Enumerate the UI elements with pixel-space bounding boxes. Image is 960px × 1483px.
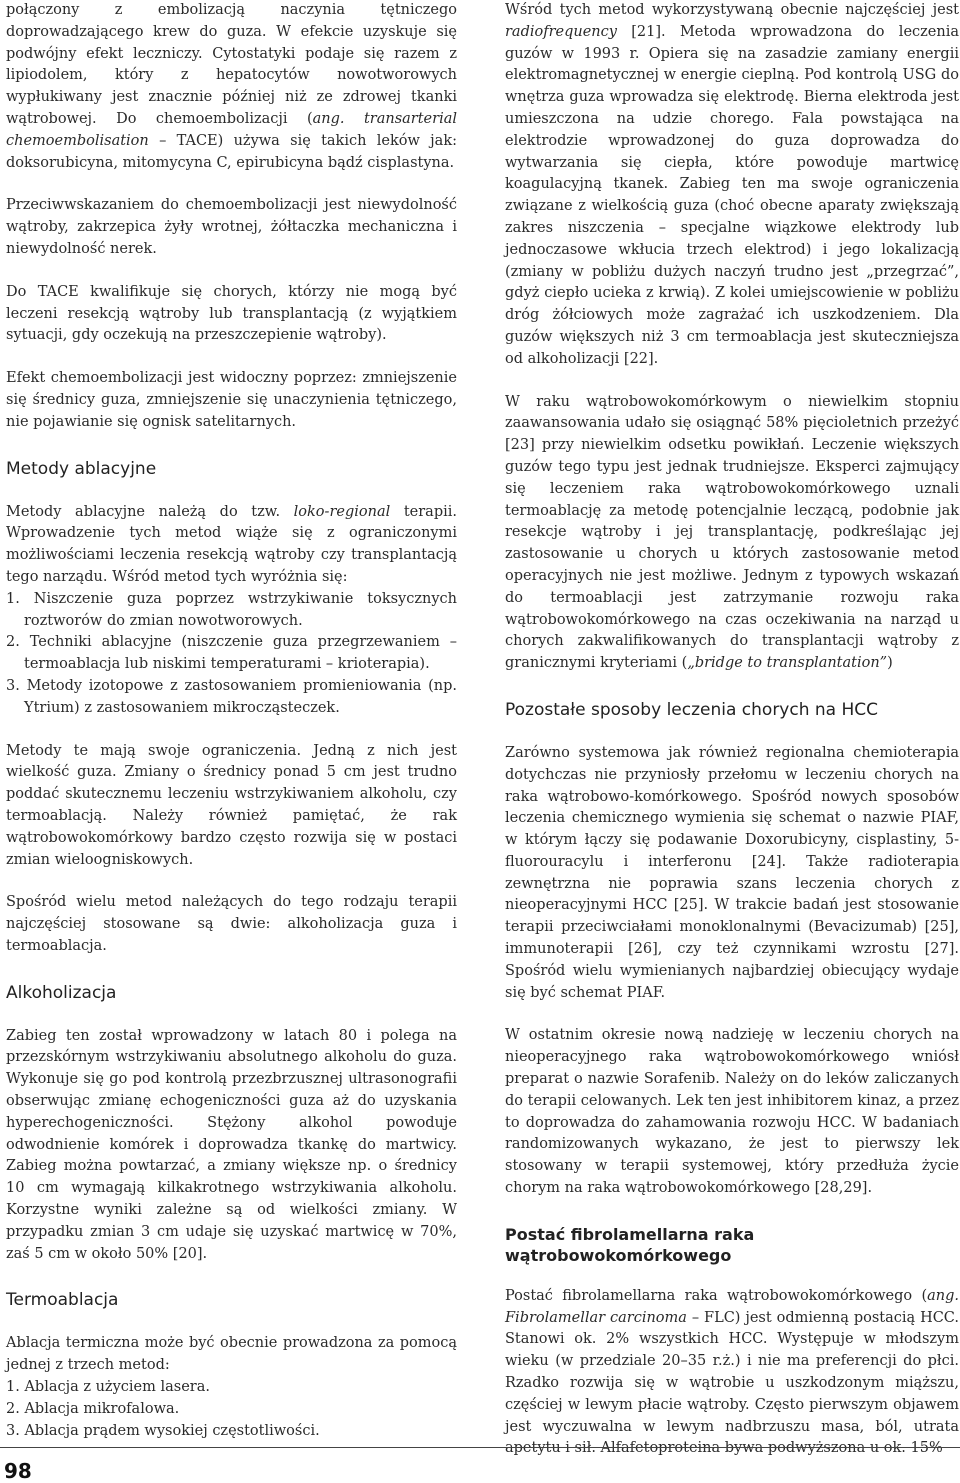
text: [21]. Metoda wprowadzona do leczenia guzów w 1993 r. Opiera się na zasadzie zamiany energii elektromagnetycznej w energie cieplną. Pod kontrolą USG do wnętrza guza wprowadza się elektrodę. Bierna elektroda jest umieszczona na udzie chorego. Fala powstająca na elektrodzie wprowadzonej do guza doprowadza do wytwarzania się ciepła, które powoduje martwicę koagulacyjną tkanek. Zabieg ten ma swoje ograniczenia związane z wielkością guza (choć obecne aparaty zwiększają zakres niszczenia – specjalne wiązkowe elektrody lub jednoczasowe wkłucia trzech elektrod) i jego lokalizacją (zmiany w pobliżu dużych naczyń trudno jest „przegrzać”, gdyż ciepło ucieka z krwią). Z kolei umiejscowienie w pobliżu dróg żółciowych może zagrażać ich uszkodzeniem. Dla guzów większych niż 3 cm termoablacja jest skuteczniejsza od alkoholizacji [22]. — [505, 23, 959, 367]
paragraph-sorafenib: W ostatnim okresie nową nadzieję w leczeniu chorych na nieoperacyjnego raka wątrobowokomórkowego wniósł preparat o nazwie Sorafenib. Należy on do leków zaliczanych do terapii celowanych. Lek ten jest inhibitorem kinaz, a przez to doprowadza do zahamowania rozwoju HCC. W badaniach randomizowanych wykazano, że jest to pierwszy lek stosowany w terapii systemowej, który przedłuża życie chorym na raka wątrobowokomórkowego [28,29]. — [505, 1027, 959, 1197]
paragraph-contraindications: Przeciwwskazaniem do chemoembolizacji jest niewydolność wątroby, zakrzepica żyły wrotnej, żółtaczka mechaniczna i niewydolność nerek. — [6, 197, 457, 257]
heading-ablation-methods: Metody ablacyjne — [6, 458, 157, 479]
list-item: 3. Metody izotopowe z zastosowaniem promieniowania (np. Ytrium) z zastosowaniem mikrocząsteczek. — [6, 677, 457, 716]
paragraph-fibrolamellar — [505, 1286, 959, 1460]
paragraph-tace — [6, 0, 457, 174]
term-bridge: „bridge to transplantation” — [687, 655, 888, 672]
text: Metody ablacyjne należą do tzw. — [6, 503, 294, 520]
text: połączony z embolizacją naczynia tętniczego doprowadzającego krew do guza. W efekcie uzyskuje się podwójny efekt leczniczy. Cytostatyki podaje się razem z lipiodolem, który z hepatocytów nowotworowych wypłukiwany jest znacznie później niż ze zdrowej tkanki wątrobowej. Do chemoembolizacji ( — [6, 2, 457, 127]
text: terapii. Wprowadzenie tych metod wiąże się z ograniczonymi możliwościami leczenia resekcją wątroby czy transplantacją tego narządu. Wśród metod tych wyróżnia się: — [6, 503, 457, 585]
list-item: 2. Ablacja mikrofalowa. — [6, 1400, 180, 1417]
term-radiofrequency: radiofrequency — [505, 23, 617, 40]
right-column — [505, 0, 959, 1460]
text: Wśród tych metod wykorzystywaną obecnie najczęściej jest — [505, 2, 959, 18]
paragraph-qualification: Do TACE kwalifikuje się chorych, którzy nie mogą być leczeni resekcją wątroby lub transplantacją (z wyjątkiem sytuacji, gdy oczekują na przeszczepienie wątroby). — [6, 283, 457, 344]
text: ) — [887, 655, 893, 672]
paragraph-survival — [505, 392, 959, 675]
text: W raku wątrobowokomórkowym o niewielkim stopniu zaawansowania udało się osiągnąć 58% pięcioletnich przeżyć [23] przy niewielkim odsetku powikłań. Leczenie większych guzów tego typu jest jednak trudniejsze. Eksperci zajmujący się leczeniem raka wątrobowokomórkowego uznali termoablację za metodę potencjalnie leczącą, podobnie jak resekcje wątroby i jej transplantację, podkreślając jej zastosowanie u chorych u których zastosowanie metod operacyjnych nie jest możliwe. Jednym z typowych wskazań do termoablacji jest zatrzymanie rozwoju raka wątrobowokomórkowego na czas oczekiwania na narząd u chorych zakwalifikowanych do transplantacji wątroby z granicznymi kryteriami ( — [505, 393, 959, 672]
paragraph-ablation-intro — [6, 502, 457, 589]
text: Postać fibrolamellarna raka wątrobowokomórkowego ( — [505, 1287, 928, 1304]
term-loko-regional: loko-regional — [293, 503, 391, 520]
list-item: 1. Ablacja z użyciem lasera. — [6, 1379, 210, 1396]
thermoablation-list — [6, 1377, 457, 1442]
list-item: 1. Niszczenie guza poprzez wstrzykiwanie toksycznych roztworów do zmian nowotworowych. — [6, 590, 457, 629]
text: – TACE) używa się takich leków jak: doksorubicyna, mitomycyna C, epirubicyna bądź cisplastyna. — [6, 132, 457, 171]
footer-rule — [0, 1447, 960, 1448]
term-fibrolamellar: ang. Fibrolamellar carcinoma — [505, 1287, 959, 1326]
heading-thermoablation: Termoablacja — [6, 1290, 119, 1311]
paragraph-effect: Efekt chemoembolizacji jest widoczny poprzez: zmniejszenie się średnicy guza, zmniejszenie się unaczynienia tętniczego, nie pojawianie się ognisk satelitarnych. — [6, 370, 457, 430]
paragraph-radiofrequency — [505, 0, 959, 371]
paragraph-alcoholization: Zabieg ten został wprowadzony w latach 80 i polega na przezskórnym wstrzykiwaniu absolutnego alkoholu do guza. Wykonuje się go pod kontrolą przezbrzusznej ultrasonografii obserwując zmianę echogeniczności guza aż do uzyskania hyperechogeniczności. Stężony alkohol powoduje odwodnienie komórek i doprowadza tkankę do martwicy. Zabieg można powtarzać, a zmiany większe np. o średnicy 10 cm wymagają kilkakrotnego wstrzykiwania alkoholu. Korzystne wyniki zależne są od wielkości zmiany. W przypadku zmian 3 cm udaje się uzyskać martwicę w 70%, zaś 5 cm w około 50% [20]. — [6, 1027, 457, 1262]
paragraph-most-common: Spośród wielu metod należących do tego rodzaju terapii najczęściej stosowane są dwie: alkoholizacja guza i termoablacja. — [6, 894, 457, 954]
heading-alcoholization: Alkoholizacja — [6, 982, 117, 1003]
ablation-list — [6, 589, 457, 720]
heading-fibrolamellar: Postać fibrolamellarna raka wątrobowokomórkowego — [505, 1224, 755, 1265]
text: – FLC) jest odmienną postacią HCC. Stanowi ok. 2% wszystkich HCC. Występuje w młodszym wieku (w przedziale 20–35 r.ż.) i nie ma preferencji do płci. Rzadko rozwija się w wątrobie u uszkodzonym miąższu, częściej w lewym płacie wątroby. Często pierwszym objawem jest wyczuwalna w lewym nadbrzuszu masa, ból, utrata apetytu i sił. Alfafetoproteina bywa podwyższona u ok. 15% — [505, 1309, 959, 1457]
term-english: ang. transarterial chemoembolisation — [6, 110, 457, 149]
heading-other-treatments: Pozostałe sposoby leczenia chorych na HCC — [505, 699, 879, 720]
paragraph-thermoablation: Ablacja termiczna może być obecnie prowadzona za pomocą jednej z trzech metod: — [6, 1335, 457, 1374]
paragraph-limitations: Metody te mają swoje ograniczenia. Jedną z nich jest wielkość guza. Zmiany o średnicy ponad 5 cm jest trudno poddać skutecznemu leczeniu wstrzykiwaniem alkoholu, czy termoablacją. Należy również pamiętać, że rak wątrobowokomórkowy bardzo często rozwija się w postaci zmian wieloogniskowych. — [6, 742, 457, 868]
paragraph-chemotherapy: Zarówno systemowa jak również regionalna chemioterapia dotychczas nie przyniosły przełomu w leczeniu chorych na raka wątrobowo-komórkowego. Spośród nowych sposobów leczenia chemicznego wymienia się schemat o nazwie PIAF, w którym łączy się podawanie Doxorubicyny, cisplastiny, 5-fluorouracylu i interferonu [24]. Także radioterapia zewnętrzna nie poprawia szans leczenia chorych z nieoperacyjnymi HCC [25]. W trakcie badań jest stosowanie terapii przeciwciałami monoklonalnymi (Bevacizumab) [25], immunoterapii [26], czy też czynnikami wzrostu [27]. Spośród wielu wymienianych najbardziej obiecujący wydaje się być schemat PIAF. — [505, 744, 959, 1001]
list-item: 3. Ablacja prądem wysokiej częstotliwości. — [6, 1422, 320, 1439]
left-column — [6, 0, 457, 1442]
page-number: 98 — [4, 1459, 32, 1483]
list-item: 2. Techniki ablacyjne (niszczenie guza przegrzewaniem – termoablacja lub niskimi temperaturami – krioterapia). — [6, 634, 457, 673]
